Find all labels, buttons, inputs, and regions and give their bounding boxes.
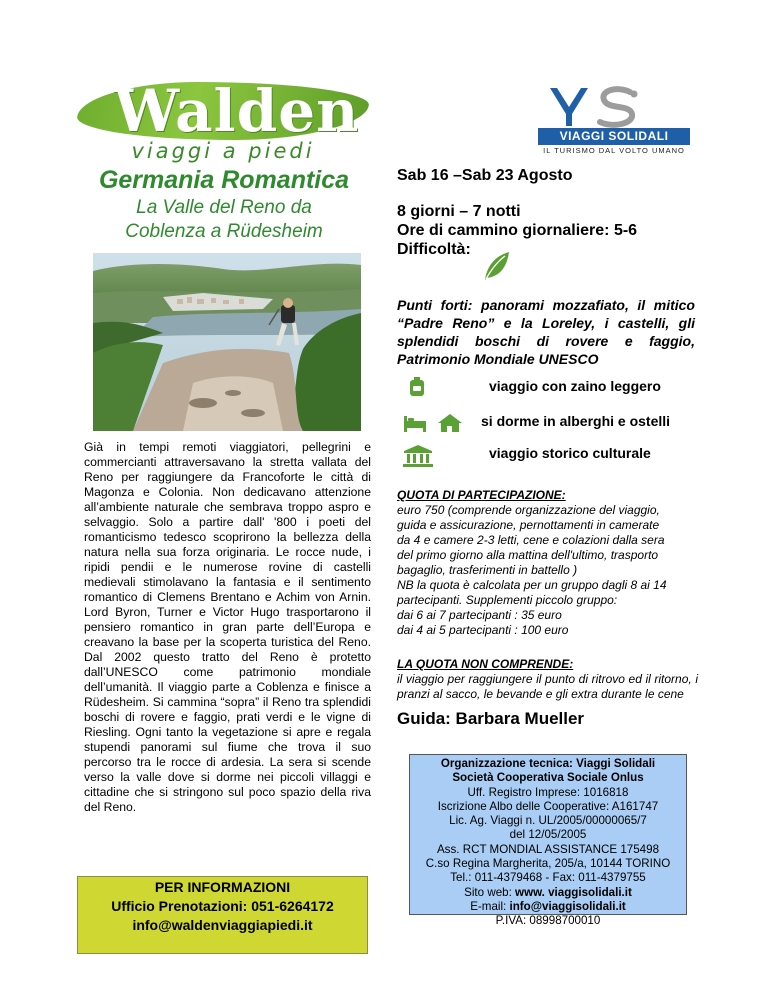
info-box-phone: Ufficio Prenotazioni: 051-6264172 <box>111 898 334 914</box>
org-website-link[interactable]: www. viaggisolidali.it <box>515 885 632 899</box>
quota-line: del primo giorno alla mattina dell'ultimo, trasporto <box>397 548 659 562</box>
quota-line: da 4 e camere 2-3 letti, cene e colazioni dalla sera <box>397 533 665 547</box>
org-line: del 12/05/2005 <box>509 828 587 842</box>
feature-light-backpack: viaggio con zaino leggero <box>489 378 661 394</box>
org-website-label: Sito web: <box>464 885 516 899</box>
feature-historical: viaggio storico culturale <box>489 445 651 461</box>
org-email-label: E-mail: <box>470 899 510 913</box>
walden-logo <box>78 78 368 168</box>
org-line: Uff. Registro Imprese: 1016818 <box>467 785 629 799</box>
info-box-email[interactable]: info@waldenviaggiapiedi.it <box>132 917 313 933</box>
org-line: Tel.: 011-4379468 - Fax: 011-4379755 <box>450 871 646 885</box>
feature-accommodation: si dorme in alberghi e ostelli <box>481 413 671 429</box>
viaggi-solidali-tagline: IL TURISMO DAL VOLTO UMANO <box>543 146 685 155</box>
page-title: Germania Romantica <box>98 166 350 194</box>
trip-difficulty-label: Difficoltà: <box>397 241 471 258</box>
quota-line: bagaglio, trasferimenti in battello ) <box>397 563 578 577</box>
org-email-link[interactable]: info@viaggisolidali.it <box>509 899 626 913</box>
viaggi-solidali-badge: VIAGGI SOLIDALI <box>538 128 690 145</box>
quota-line: dai 6 ai 7 partecipanti : 35 euro <box>397 608 562 622</box>
subtitle-line: La Valle del Reno da <box>136 197 312 218</box>
org-email <box>410 900 686 914</box>
subtitle-line: Coblenza a Rüdesheim <box>125 221 323 242</box>
org-line: Lic. Ag. Viaggi n. UL/2005/00000065/7 <box>449 814 647 828</box>
quota-line: euro 750 (comprende organizzazione del viaggio, <box>397 503 660 517</box>
trip-duration: 8 giorni – 7 notti <box>397 203 521 220</box>
walden-logo-text: Walden <box>114 77 360 145</box>
backpack-icon <box>408 375 426 397</box>
quota-line: dai 4 ai 5 partecipanti : 100 euro <box>397 623 569 637</box>
org-line: Organizzazione tecnica: Viaggi Solidali <box>440 757 656 770</box>
walden-tagline: viaggi a piedi <box>131 139 315 163</box>
org-line: Ass. RCT MONDIAL ASSISTANCE 175498 <box>436 842 660 856</box>
quota-line: NB la quota è calcolata per un gruppo dagli 8 ai 14 <box>397 578 667 592</box>
quota-heading: QUOTA DI PARTECIPAZIONE: <box>397 488 566 502</box>
viaggi-solidali-mark-icon <box>538 84 690 128</box>
temple-icon <box>402 444 434 468</box>
trip-stats <box>397 202 697 259</box>
trip-walking-hours: Ore di cammino giornaliere: 5-6 <box>397 222 638 239</box>
trip-highlights: Punti forti: panorami mozzafiato, il mitico “Padre Reno” e la Loreley, i castelli, gli splendidi boschi di rovere e faggio, Patrimonio Mondiale UNESCO <box>397 297 695 367</box>
info-box <box>77 876 368 954</box>
bed-hostel-icon <box>402 412 466 434</box>
trip-dates: Sab 16 –Sab 23 Agosto <box>397 167 573 184</box>
org-line: C.so Regina Margherita, 205/a, 10144 TORINO <box>425 857 671 871</box>
intro-text: Già in tempi remoti viaggiatori, pellegrini e commercianti attraversavano la stretta vallata del Reno per raggiungere da Francoforte le città di Magonza e Colonia. Non dedicavano attenzione all’ambiente naturale che sembrava troppo aspro e selvaggio. Solo a partire dall' '800 i poeti del romanticismo tedesco scoprirono la bellezza della natura nella sua forza originaria. Le rocce nude, i ripidi pendii e le numerose rovine di castelli medievali stimolavano la fantasia e il sentimento romantico di Clemens Brentano e Achim von Arnin. Lord Byron, Turner e Victor Hugo trasportarono il pensiero romantico in gran parte dell’Europa e creavano la base per la scoperta turistica del Reno. Dal 2002 questo tratto del Reno è protetto dall’UNESCO come patrimonio mondiale dell’umanità. Il viaggio parte a Coblenza e finisce a Rüdesheim. Si cammina “sopra” il Reno tra splendidi boschi di rovere e faggio, prati verdi e le vigne di Riesling. Ogni tanto la vegetazione si apre e regala stupendi panorami sul fiume che trova il suo percorso tra le rocce di ardesia. La sera si scende verso la valle dove si dorme nei piccoli villaggi e cittadine che si stringono sul poco spazio della riva del Reno. <box>84 440 371 814</box>
org-website <box>410 886 686 900</box>
org-piva: P.IVA: 08998700010 <box>495 914 601 928</box>
org-line: Iscrizione Albo delle Cooperative: A161747 <box>437 799 659 813</box>
quota-line: guida e assicurazione, pernottamenti in camerate <box>397 518 660 532</box>
quota-section <box>397 488 698 702</box>
info-box-heading: PER INFORMAZIONI <box>154 879 291 895</box>
viaggi-solidali-logo <box>538 84 690 156</box>
page-subtitle <box>84 196 364 244</box>
quota-excluded-heading: LA QUOTA NON COMPRENDE: <box>397 657 574 671</box>
hiker-valley-photo <box>93 253 361 431</box>
quota-excluded-body: il viaggio per raggiungere il punto di ritrovo ed il ritorno, i pranzi al sacco, le bevande e gli extra durante le cene <box>397 672 698 701</box>
guide-name: Guida: Barbara Mueller <box>397 709 585 728</box>
quota-line: partecipanti. Supplementi piccolo gruppo: <box>397 593 618 607</box>
org-line: Società Cooperativa Sociale Onlus <box>452 771 644 785</box>
organization-box <box>409 754 687 928</box>
leaf-icon <box>481 250 511 282</box>
